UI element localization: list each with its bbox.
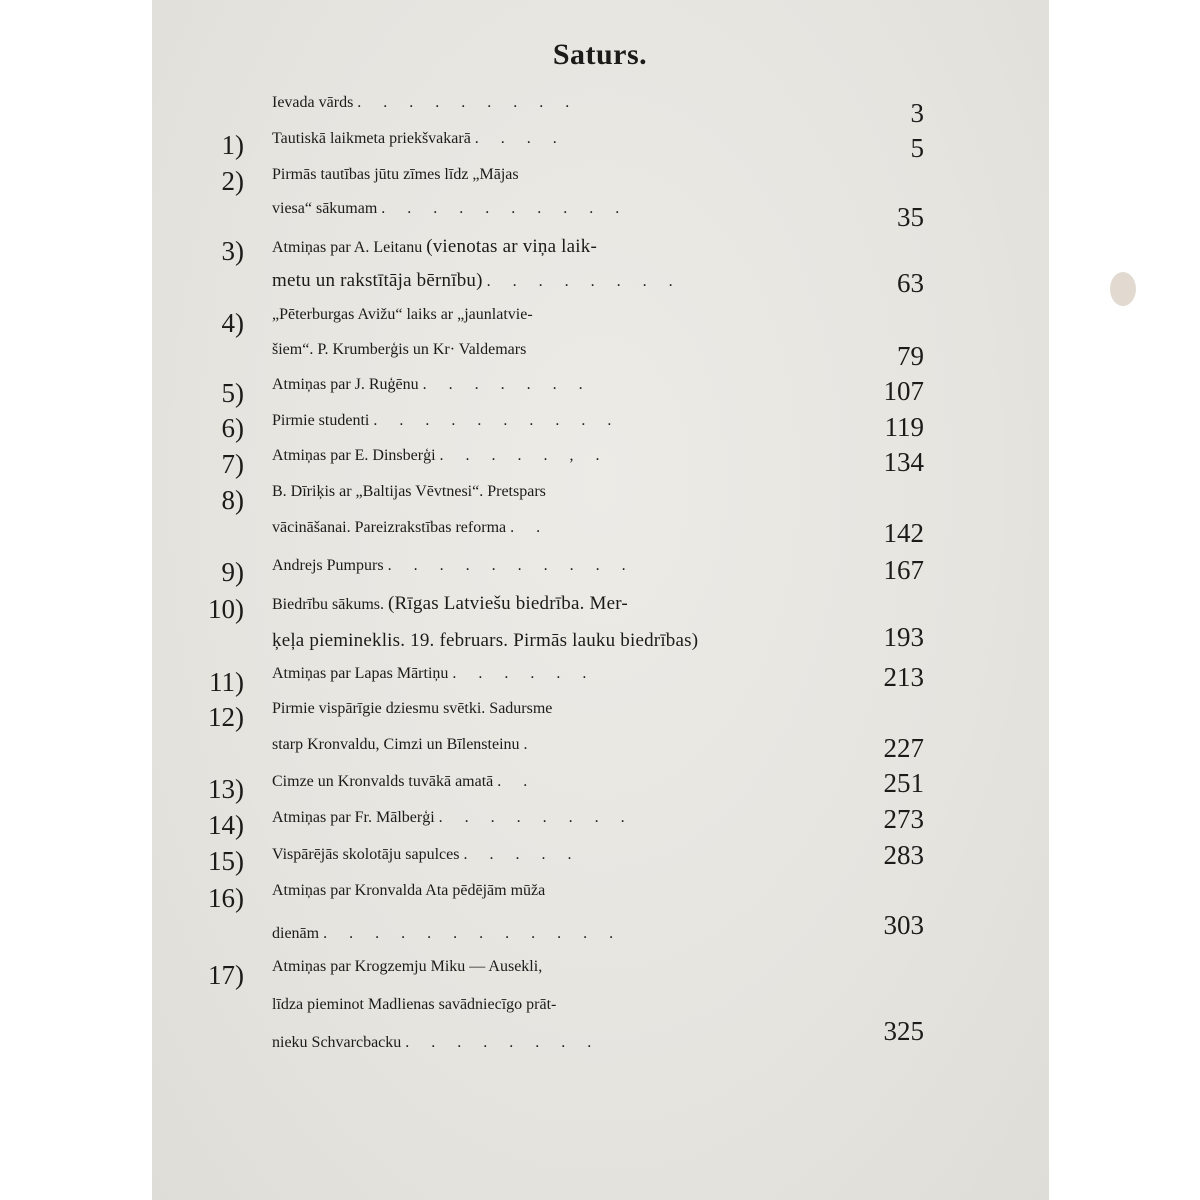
toc-entry-line	[272, 94, 578, 112]
toc-entry-title: Atmiņas par E. Dinsberģi	[272, 447, 436, 464]
toc-entry-line	[272, 412, 620, 430]
toc-entry-page: 79	[897, 341, 924, 371]
toc-entry-page: 193	[883, 622, 924, 652]
toc-entry-page: 5	[910, 133, 924, 163]
toc-entry-page: 119	[884, 412, 924, 442]
toc-entry-leader: . . . . . . . . . . . .	[323, 925, 623, 942]
toc-entry-subtitle-cont: ķeļa piemineklis. 19. februars. Pirmās lauku biedrības)	[272, 630, 699, 651]
toc-entry-title: Ievada vārds	[272, 94, 354, 111]
toc-entry-line	[272, 665, 595, 683]
toc-entry-number: 7)	[221, 449, 244, 479]
toc-entry-title-cont: vācināšanai. Pareizrakstības reforma	[272, 519, 507, 536]
toc-entry-title-cont: dienām	[272, 925, 320, 942]
toc-entry-number: 11)	[209, 667, 244, 697]
toc-entry-title: Cimze un Kronvalds tuvākā amatā	[272, 773, 494, 790]
toc-entry-line	[272, 447, 609, 465]
toc-entry-leader: . . . . . , .	[439, 447, 609, 464]
toc-entry-title-cont: šiem“. P. Krumberģis un Kr· Valdemars	[272, 341, 527, 358]
toc-entry-line	[272, 270, 682, 292]
toc-entry-leader: . . . . . . . .	[486, 273, 682, 290]
toc-entry-title-cont: starp Kronvaldu, Cimzi un Bīlensteinu	[272, 736, 520, 753]
toc-entry-number: 4)	[221, 308, 244, 338]
toc-entry-line	[272, 557, 635, 575]
toc-entry-number: 1)	[221, 130, 244, 160]
toc-entry-number: 14)	[208, 810, 244, 840]
toc-entry-line	[272, 809, 634, 827]
toc-entry-title: Tautiskā laikmeta priekšvakarā	[272, 130, 471, 147]
toc-entry-title: Atmiņas par Krogzemju Miku — Ausekli,	[272, 958, 543, 975]
page-title: Saturs.	[552, 38, 648, 71]
toc-entry-title: Atmiņas par A. Leitanu	[272, 239, 423, 256]
toc-entry-page: 142	[883, 518, 924, 548]
toc-entry-leader: . . . .	[474, 130, 566, 147]
toc-entry-page: 63	[897, 268, 924, 298]
toc-entry-title: Biedrību sākums.	[272, 596, 384, 613]
toc-entry-page: 283	[883, 840, 924, 870]
toc-entry-line	[272, 200, 628, 218]
toc-entry-leader: . . . . . . . . . .	[387, 557, 635, 574]
paper-stain	[1110, 272, 1136, 306]
toc-entry-page: 303	[883, 910, 924, 940]
toc-entry-title: „Pēterburgas Avižu“ laiks ar „jaunlatvie-	[272, 306, 533, 323]
toc-entry-subtitle-cont: metu un rakstītāja bērnību)	[272, 270, 483, 291]
toc-entry-page: 213	[883, 662, 924, 692]
toc-entry-leader: . .	[497, 773, 537, 790]
toc-entry-title: Pirmie vispārīgie dziesmu svētki. Sadursme	[272, 700, 553, 717]
toc-entry-number: 15)	[208, 846, 244, 876]
toc-entry-line	[272, 236, 597, 258]
toc-entry-page: 35	[897, 202, 924, 232]
toc-entry-title: Atmiņas par Lapas Mārtiņu	[272, 665, 449, 682]
toc-entry-number: 10)	[208, 594, 244, 624]
toc-entry-leader: . . . . .	[463, 846, 581, 863]
toc-entry-title-cont: līdza pieminot Madlienas savādniecīgo prāt-	[272, 996, 557, 1013]
toc-entry-line	[272, 736, 537, 754]
toc-entry-title: Atmiņas par Fr. Mālberģi	[272, 809, 435, 826]
toc-entry-title-cont: viesa“ sākumam	[272, 200, 378, 217]
toc-entry-line	[272, 130, 566, 148]
toc-entry-title: Andrejs Pumpurs	[272, 557, 384, 574]
toc-entry-number: 13)	[208, 774, 244, 804]
toc-entry-leader: . . . . . .	[452, 665, 596, 682]
toc-entry-page: 273	[883, 804, 924, 834]
toc-entry-leader: . . . . . . . .	[438, 809, 634, 826]
toc-entry-number: 2)	[221, 166, 244, 196]
toc-entry-leader: . . . . . . . . . .	[381, 200, 629, 217]
toc-entry-line	[272, 846, 580, 864]
toc-entry-number: 5)	[221, 378, 244, 408]
toc-entry-title: Atmiņas par J. Ruģēnu	[272, 376, 419, 393]
toc-entry-page: 325	[883, 1016, 924, 1046]
toc-entry-number: 8)	[221, 485, 244, 515]
toc-entry-number: 9)	[221, 557, 244, 587]
toc-entry-title-cont: nieku Schvarcbacku	[272, 1034, 402, 1051]
toc-entry-number: 16)	[208, 883, 244, 913]
toc-entry-page: 167	[883, 555, 924, 585]
toc-entry-subtitle: (Rīgas Latviešu biedrība. Mer-	[388, 593, 628, 614]
toc-entry-page: 227	[883, 733, 924, 763]
toc-entry-line	[272, 519, 549, 537]
toc-entry-title	[272, 166, 844, 184]
toc-entry-title: B. Dīriķis ar „Baltijas Vēvtnesi“. Pretspars	[272, 483, 546, 500]
toc-entry-line	[272, 925, 622, 943]
toc-entry-page: 3	[910, 98, 924, 128]
toc-entry-line	[272, 376, 592, 394]
toc-entry-leader: . .	[510, 519, 550, 536]
toc-entry-line	[272, 1034, 600, 1052]
toc-entry-leader: . . . . . . . . .	[357, 94, 579, 111]
toc-entry-page: 134	[883, 447, 924, 477]
toc-entry-leader: . . . . . . . . . .	[373, 412, 621, 429]
toc-entry-title: Vispārējās skolotāju sapulces	[272, 846, 460, 863]
toc-entry-leader: . . . . . . .	[422, 376, 592, 393]
toc-entry-leader: . . . . . . . .	[405, 1034, 601, 1051]
toc-entry-title-text: Pirmās tautības jūtu zīmes līdz „Mājas	[272, 166, 519, 183]
toc-entry-number: 6)	[221, 413, 244, 443]
toc-entry-title: Atmiņas par Kronvalda Ata pēdējām mūža	[272, 882, 546, 899]
toc-entry-number: 17)	[208, 960, 244, 990]
toc-entry-line	[272, 593, 628, 615]
toc-entry-number: 12)	[208, 702, 244, 732]
toc-entry-number: 3)	[221, 236, 244, 266]
toc-entry-line	[272, 773, 536, 791]
toc-entry-page: 107	[883, 376, 924, 406]
toc-entry-title: Pirmie studenti	[272, 412, 370, 429]
toc-entry-page: 251	[883, 768, 924, 798]
toc-entry-subtitle: (vienotas ar viņa laik-	[426, 236, 597, 257]
toc-entry-leader: .	[523, 736, 537, 753]
